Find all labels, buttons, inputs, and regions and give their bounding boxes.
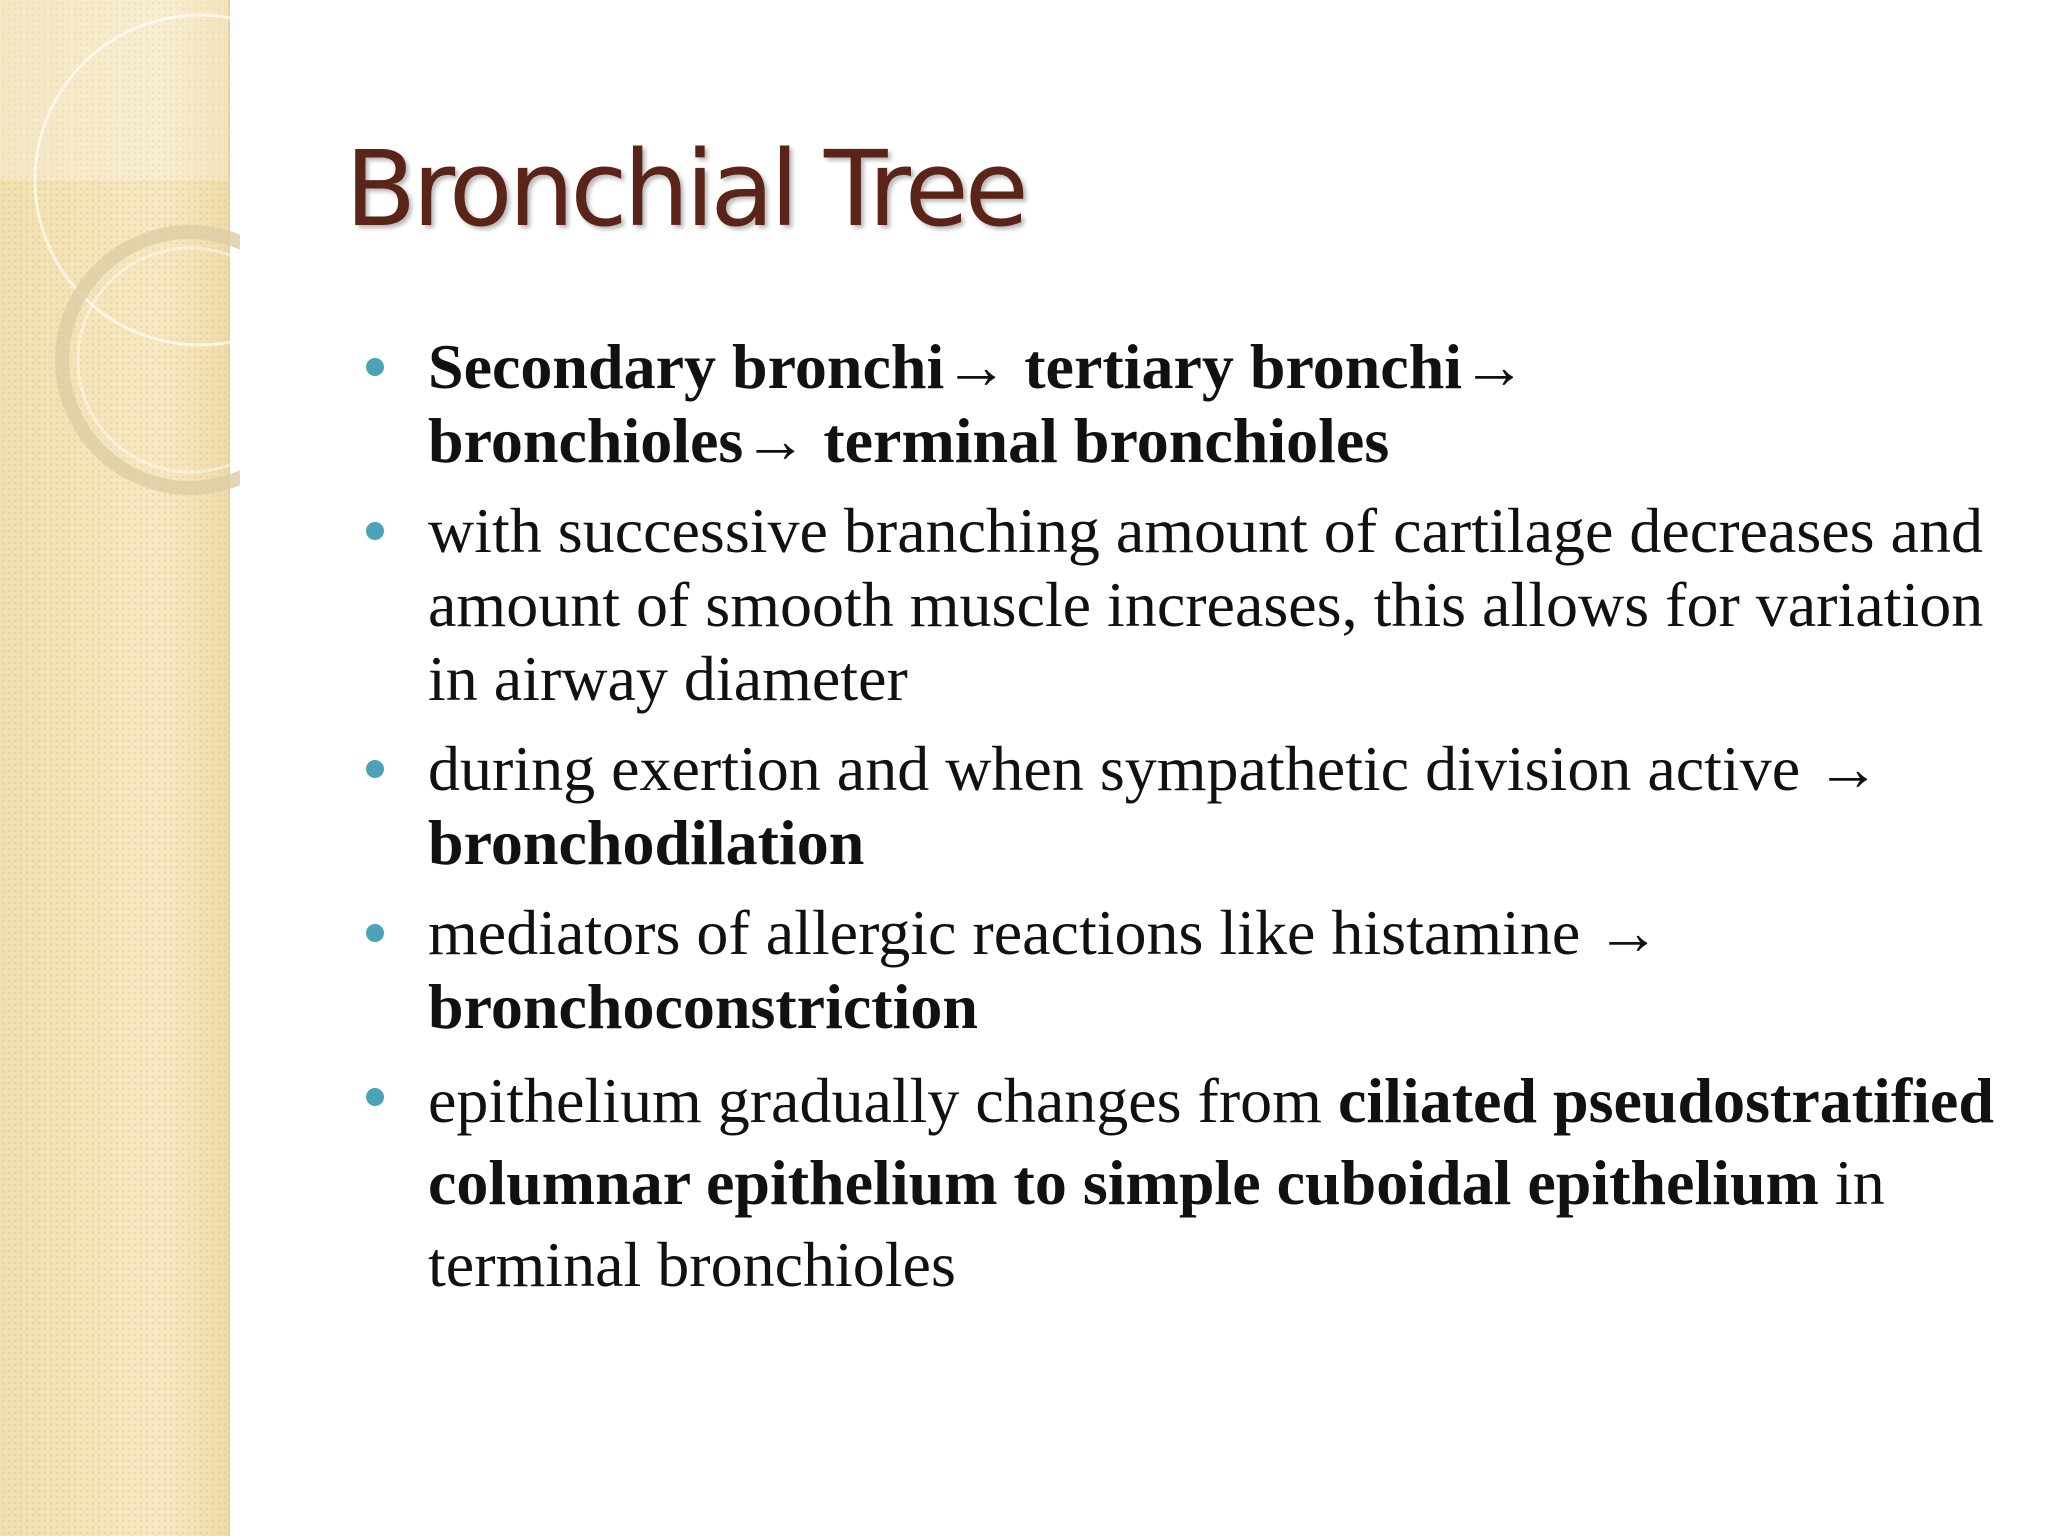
decorative-ring-large (35, 15, 240, 345)
bullet-dot-icon (366, 358, 384, 376)
bullet-text: with successive branching amount of cartilage decreases and amount of smooth muscle increases, this allows for variation in airway diameter (428, 495, 1984, 714)
bullet-text-bold: ciliated pseudostratified columnar epithelium to simple cuboidal epithelium (428, 1065, 1994, 1218)
bullet-text-bold: bronchioles→ terminal bronchioles (428, 405, 1390, 476)
bullet-item (360, 896, 2000, 1044)
bullet-text: in terminal bronchioles (428, 1147, 1885, 1300)
bullet-item (360, 732, 2000, 880)
bullet-text: epithelium gradually changes from (428, 1065, 1338, 1136)
bullet-dot-icon (366, 760, 384, 778)
bullet-text-bold: Secondary bronchi→ tertiary bronchi→ (428, 331, 1527, 402)
bullet-list (360, 330, 2000, 1322)
bullet-text: mediators of allergic reactions like histamine → (428, 897, 1661, 968)
bullet-item (360, 494, 2000, 716)
bullet-item (360, 1060, 2000, 1306)
bullet-text-bold: bronchoconstriction (428, 971, 978, 1042)
decorative-rings (0, 0, 240, 520)
decorative-ring-inner (78, 248, 240, 472)
bullet-dot-icon (366, 1088, 384, 1106)
slide-title: Bronchial Tree (345, 128, 1025, 250)
bullet-dot-icon (366, 924, 384, 942)
bullet-item (360, 330, 2000, 478)
bullet-dot-icon (366, 522, 384, 540)
bullet-text-bold: bronchodilation (428, 807, 865, 878)
decorative-ring-small (62, 232, 240, 488)
bullet-text: during exertion and when sympathetic division active → (428, 733, 1881, 804)
